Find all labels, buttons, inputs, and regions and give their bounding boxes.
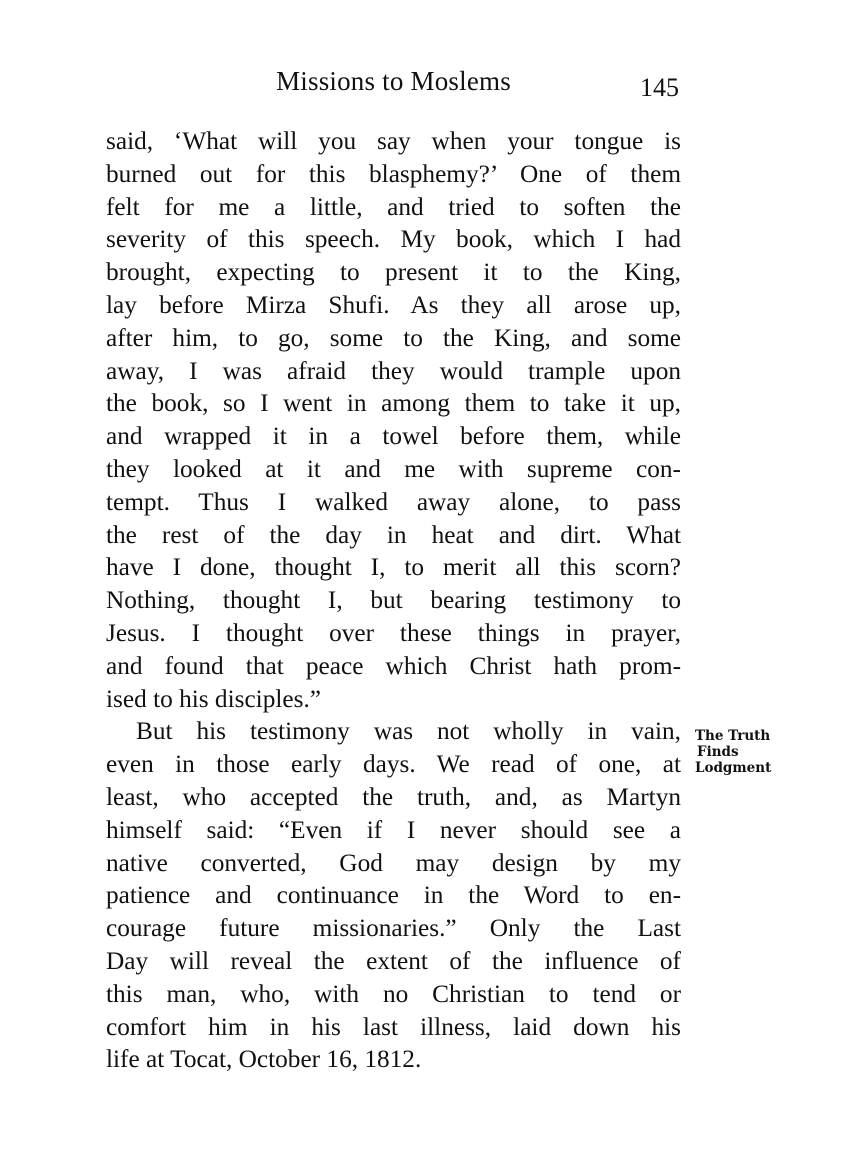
text-line: the book, so I went in among them to take it up, [106,389,681,418]
page-number: 145 [640,73,679,102]
text-line: courage future missionaries.” Only the Last [106,914,681,943]
text-line: life at Tocat, October 16, 1812. [106,1045,422,1074]
running-head: Missions to Moslems [276,66,511,96]
text-line: patience and continuance in the Word to en- [106,881,681,910]
text-line: said, ‘What will you say when your tongue is [106,127,681,155]
page-header [106,62,681,102]
text-line: Nothing, thought I, but bearing testimony to [106,586,681,615]
text-line: burned out for this blasphemy?’ One of them [106,159,681,188]
margin-note [695,728,795,776]
text-line: ised to his disciples.” [106,684,321,713]
text-line: least, who accepted the truth, and, as Martyn [106,782,681,811]
text-line: Jesus. I thought over these things in prayer, [106,618,681,647]
text-line: and wrapped it in a towel before them, while [106,422,681,451]
margin-note-line: Lodgment [695,760,772,776]
text-line: native converted, God may design by my [106,848,681,877]
text-line: the rest of the day in heat and dirt. What [106,520,681,549]
body-text [106,125,681,1076]
text-line: Day will reveal the extent of the influence of [106,946,681,975]
text-line: even in those early days. We read of one, at [106,750,681,779]
text-line: they looked at it and me with supreme con- [106,454,681,483]
text-line: after him, to go, some to the King, and some [106,323,681,352]
text-line: brought, expecting to present it to the King, [106,258,681,287]
text-line: severity of this speech. My book, which I had [106,225,681,254]
text-line: felt for me a little, and tried to soften the [106,192,681,221]
text-line: and found that peace which Christ hath prom- [106,651,681,680]
text-line: himself said: “Even if I never should see a [106,815,681,844]
text-line: But his testimony was not wholly in vain, [136,717,681,746]
margin-note-line: The Truth [695,728,771,744]
text-line: away, I was afraid they would trample upon [106,356,681,385]
text-line: have I done, thought I, to merit all this scorn? [106,553,681,582]
margin-note-line: Finds [697,744,739,760]
text-line: this man, who, with no Christian to tend or [106,979,681,1008]
text-line: lay before Mirza Shufi. As they all arose up, [106,290,681,319]
text-line: comfort him in his last illness, laid down his [106,1012,681,1041]
text-line: tempt. Thus I walked away alone, to pass [106,487,681,516]
